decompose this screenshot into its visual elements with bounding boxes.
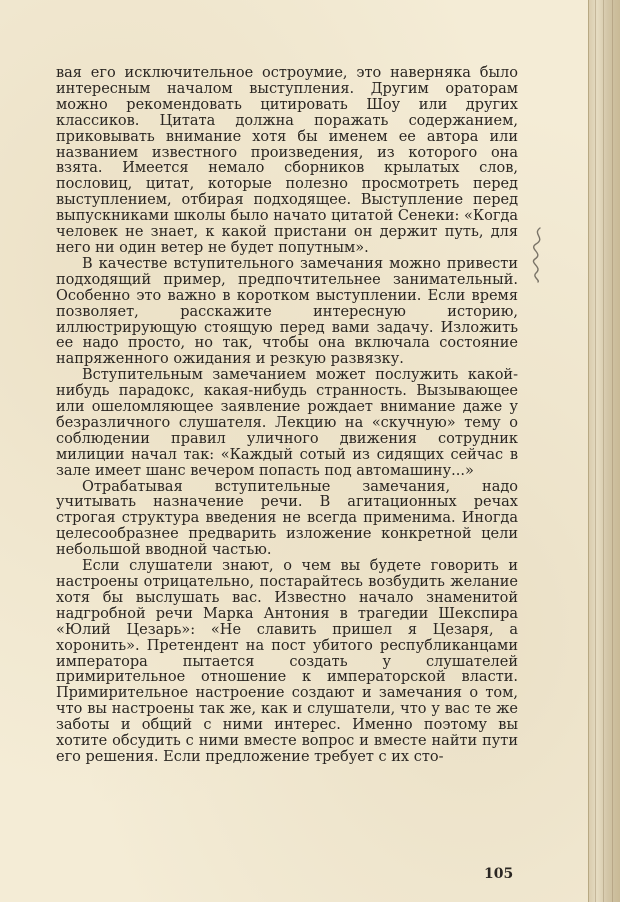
- adjacent-page-edge: [588, 0, 620, 902]
- page-number: 105: [484, 866, 514, 882]
- page-text: [56, 66, 518, 766]
- paragraph: В качестве вступительного замечания можно привести подходящий пример, предпочтительнее занимательный. Особенно это важно в коротком выступлении. Если время позволяет, расскажите интересную историю, иллюстрирующую стоящую перед вами задачу. Изложить ее надо просто, но так, чтобы она включала состояние напряженного ожидания и резкую развязку.: [56, 255, 518, 368]
- paragraph: Если слушатели знают, о чем вы будете говорить и настроены отрицательно, постарайтесь возбудить желание хотя бы выслушать вас. Известно начало знаменитой надгробной речи Марка Антония в трагедии Шекспира «Юлий Цезарь»: «Не славить пришел я Цезаря, а хоронить». Претендент на пост убитого республиканцами императора пытается создать у слушателей примирительное отношение к императорской власти. Примирительное настроение создают и замечания о том, что вы настроены так же, как и слушатели, что у вас те же заботы и общий с ними интерес. Именно поэтому вы хотите обсудить с ними вместе вопрос и вместе найти пути его решения. Если предложение требует с их сто-: [56, 558, 518, 765]
- paragraph: вая его исключительное остроумие, это наверняка было интересным началом выступления. Другим ораторам можно рекомендовать цитировать Шоу или других классиков. Цитата должна поражать содержанием, приковывать внимание хотя бы именем ее автора или названием известного произведения, из которого она взята. Имеется немало сборников крылатых слов, пословиц, цитат, которые полезно просмотреть перед выступлением, отбирая подходящее. Выступление перед выпускниками школы было начато цитатой Сенеки: «Когда человек не знает, к какой пристани он держит путь, для него ни один ветер не будет попутным».: [56, 65, 518, 256]
- page-edge-line: [603, 0, 604, 902]
- paragraph: Вступительным замечанием может послужить какой-нибудь парадокс, какая-нибудь странность. Вызывающее или ошеломляющее заявление рождает внимание даже у безразличного слушателя. Лекцию на «скучную» тему о соблюдении правил уличного движения сотрудник милиции начал так: «Каждый сотый из сидящих сейчас в зале имеет шанс вечером попасть под автомашину...»: [56, 367, 518, 479]
- pencil-squiggle-mark: [526, 226, 552, 284]
- paragraph: Отрабатывая вступительные замечания, надо учитывать назначение речи. В агитационных речах строгая структура введения не всегда применима. Иногда целесообразнее предварить изложение конкретной цели небольшой вводной частью.: [56, 478, 518, 559]
- page-edge-line: [595, 0, 596, 902]
- page-edge-line: [612, 0, 613, 902]
